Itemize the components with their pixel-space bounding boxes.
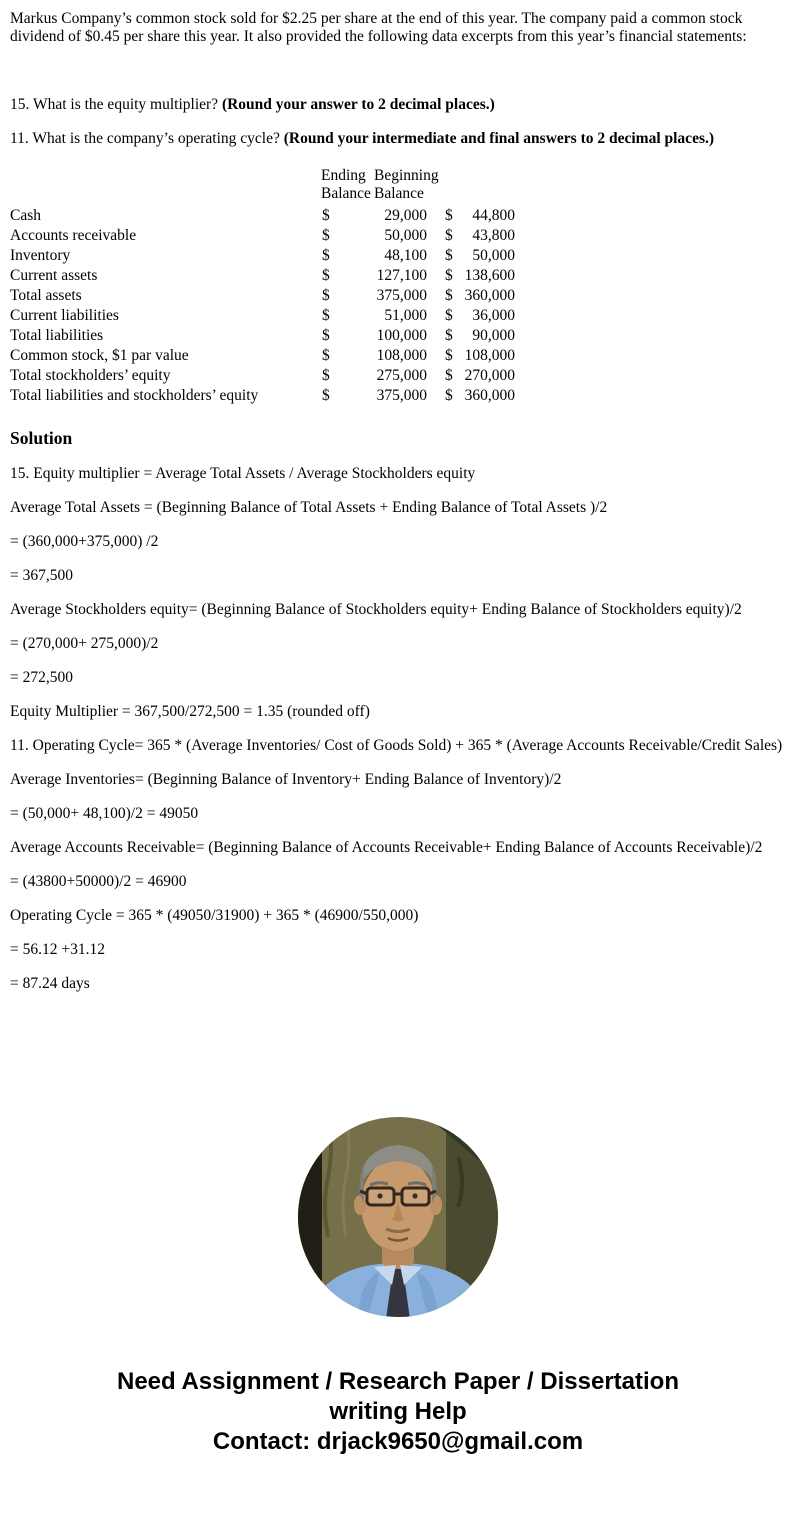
- table-row: Total liabilities and stockholders’ equity $ 375,000 $ 360,000: [10, 387, 515, 404]
- man-portrait-photo: [298, 1117, 498, 1317]
- footer-banner: [10, 1367, 786, 1457]
- solution-line: = 87.24 days: [10, 975, 90, 992]
- tutor-photo: [298, 1117, 498, 1317]
- solution-heading: Solution: [10, 428, 73, 448]
- table-row: Accounts receivable $ 50,000 $ 43,800: [10, 227, 515, 244]
- table-row: Total stockholders’ equity $ 275,000 $ 270,000: [10, 367, 515, 384]
- solution-line: = (50,000+ 48,100)/2 = 49050: [10, 805, 199, 822]
- table-row: Total liabilities $ 100,000 $ 90,000: [10, 327, 515, 344]
- solution-line: Average Stockholders equity= (Beginning Balance of Stockholders equity+ Ending Balance of Stockholders equity)/2: [10, 601, 742, 618]
- question-15-text: 15. What is the equity multiplier?: [10, 96, 222, 113]
- solution-line: = (43800+50000)/2 = 46900: [10, 873, 187, 890]
- footer-line-2: writing Help: [329, 1398, 467, 1425]
- financial-table: [10, 167, 786, 406]
- solution-line: Operating Cycle = 365 * (49050/31900) + 365 * (46900/550,000): [10, 907, 419, 924]
- table-row: Current assets $ 127,100 $ 138,600: [10, 267, 515, 284]
- table-row: Total assets $ 375,000 $ 360,000: [10, 287, 515, 304]
- solution-line: Average Total Assets = (Beginning Balance of Total Assets + Ending Balance of Total Assets )/2: [10, 499, 608, 516]
- table-row: Cash $ 29,000 $ 44,800: [10, 207, 515, 224]
- beginning-balance-header: Beginning Balance: [374, 167, 439, 202]
- solution-line: = 367,500: [10, 567, 73, 584]
- table-row: Common stock, $1 par value $ 108,000 $ 108,000: [10, 347, 515, 364]
- footer-line-1: Need Assignment / Research Paper / Dissertation: [117, 1368, 679, 1395]
- intro-paragraph: Markus Company’s common stock sold for $2.25 per share at the end of this year. The company paid a common stock dividend of $0.45 per share this year. It also provided the following data excerpts from this year’s financial statements:: [10, 10, 747, 45]
- question-15-instruction: (Round your answer to 2 decimal places.): [221, 96, 495, 113]
- table-row: Inventory $ 48,100 $ 50,000: [10, 247, 515, 264]
- question-11: [10, 130, 786, 148]
- table-row: Current liabilities $ 51,000 $ 36,000: [10, 307, 515, 324]
- question-15: [10, 96, 786, 114]
- solution-line: = 56.12 +31.12: [10, 941, 105, 958]
- ending-balance-header: Ending Balance: [321, 167, 371, 202]
- footer-contact-email: Contact: drjack9650@gmail.com: [212, 1428, 584, 1455]
- question-11-text: 11. What is the company’s operating cycle?: [10, 130, 284, 147]
- table-header: [321, 167, 786, 203]
- solution-line: = 272,500: [10, 669, 73, 686]
- table-body: [10, 206, 786, 406]
- solution-line: 15. Equity multiplier = Average Total Assets / Average Stockholders equity: [10, 465, 476, 482]
- solution-line: = (270,000+ 275,000)/2: [10, 635, 159, 652]
- question-11-instruction: (Round your intermediate and final answers to 2 decimal places.): [283, 130, 715, 147]
- solution-line: = (360,000+375,000) /2: [10, 533, 159, 550]
- solution-line: 11. Operating Cycle= 365 * (Average Inventories/ Cost of Goods Sold) + 365 * (Average Accounts Receivable/Credit Sales): [10, 737, 783, 754]
- solution-line: Average Accounts Receivable= (Beginning Balance of Accounts Receivable+ Ending Balance of Accounts Receivable)/2: [10, 839, 763, 856]
- solution-line: Equity Multiplier = 367,500/272,500 = 1.35 (rounded off): [10, 703, 370, 720]
- solution-line: Average Inventories= (Beginning Balance of Inventory+ Ending Balance of Inventory)/2: [10, 771, 562, 788]
